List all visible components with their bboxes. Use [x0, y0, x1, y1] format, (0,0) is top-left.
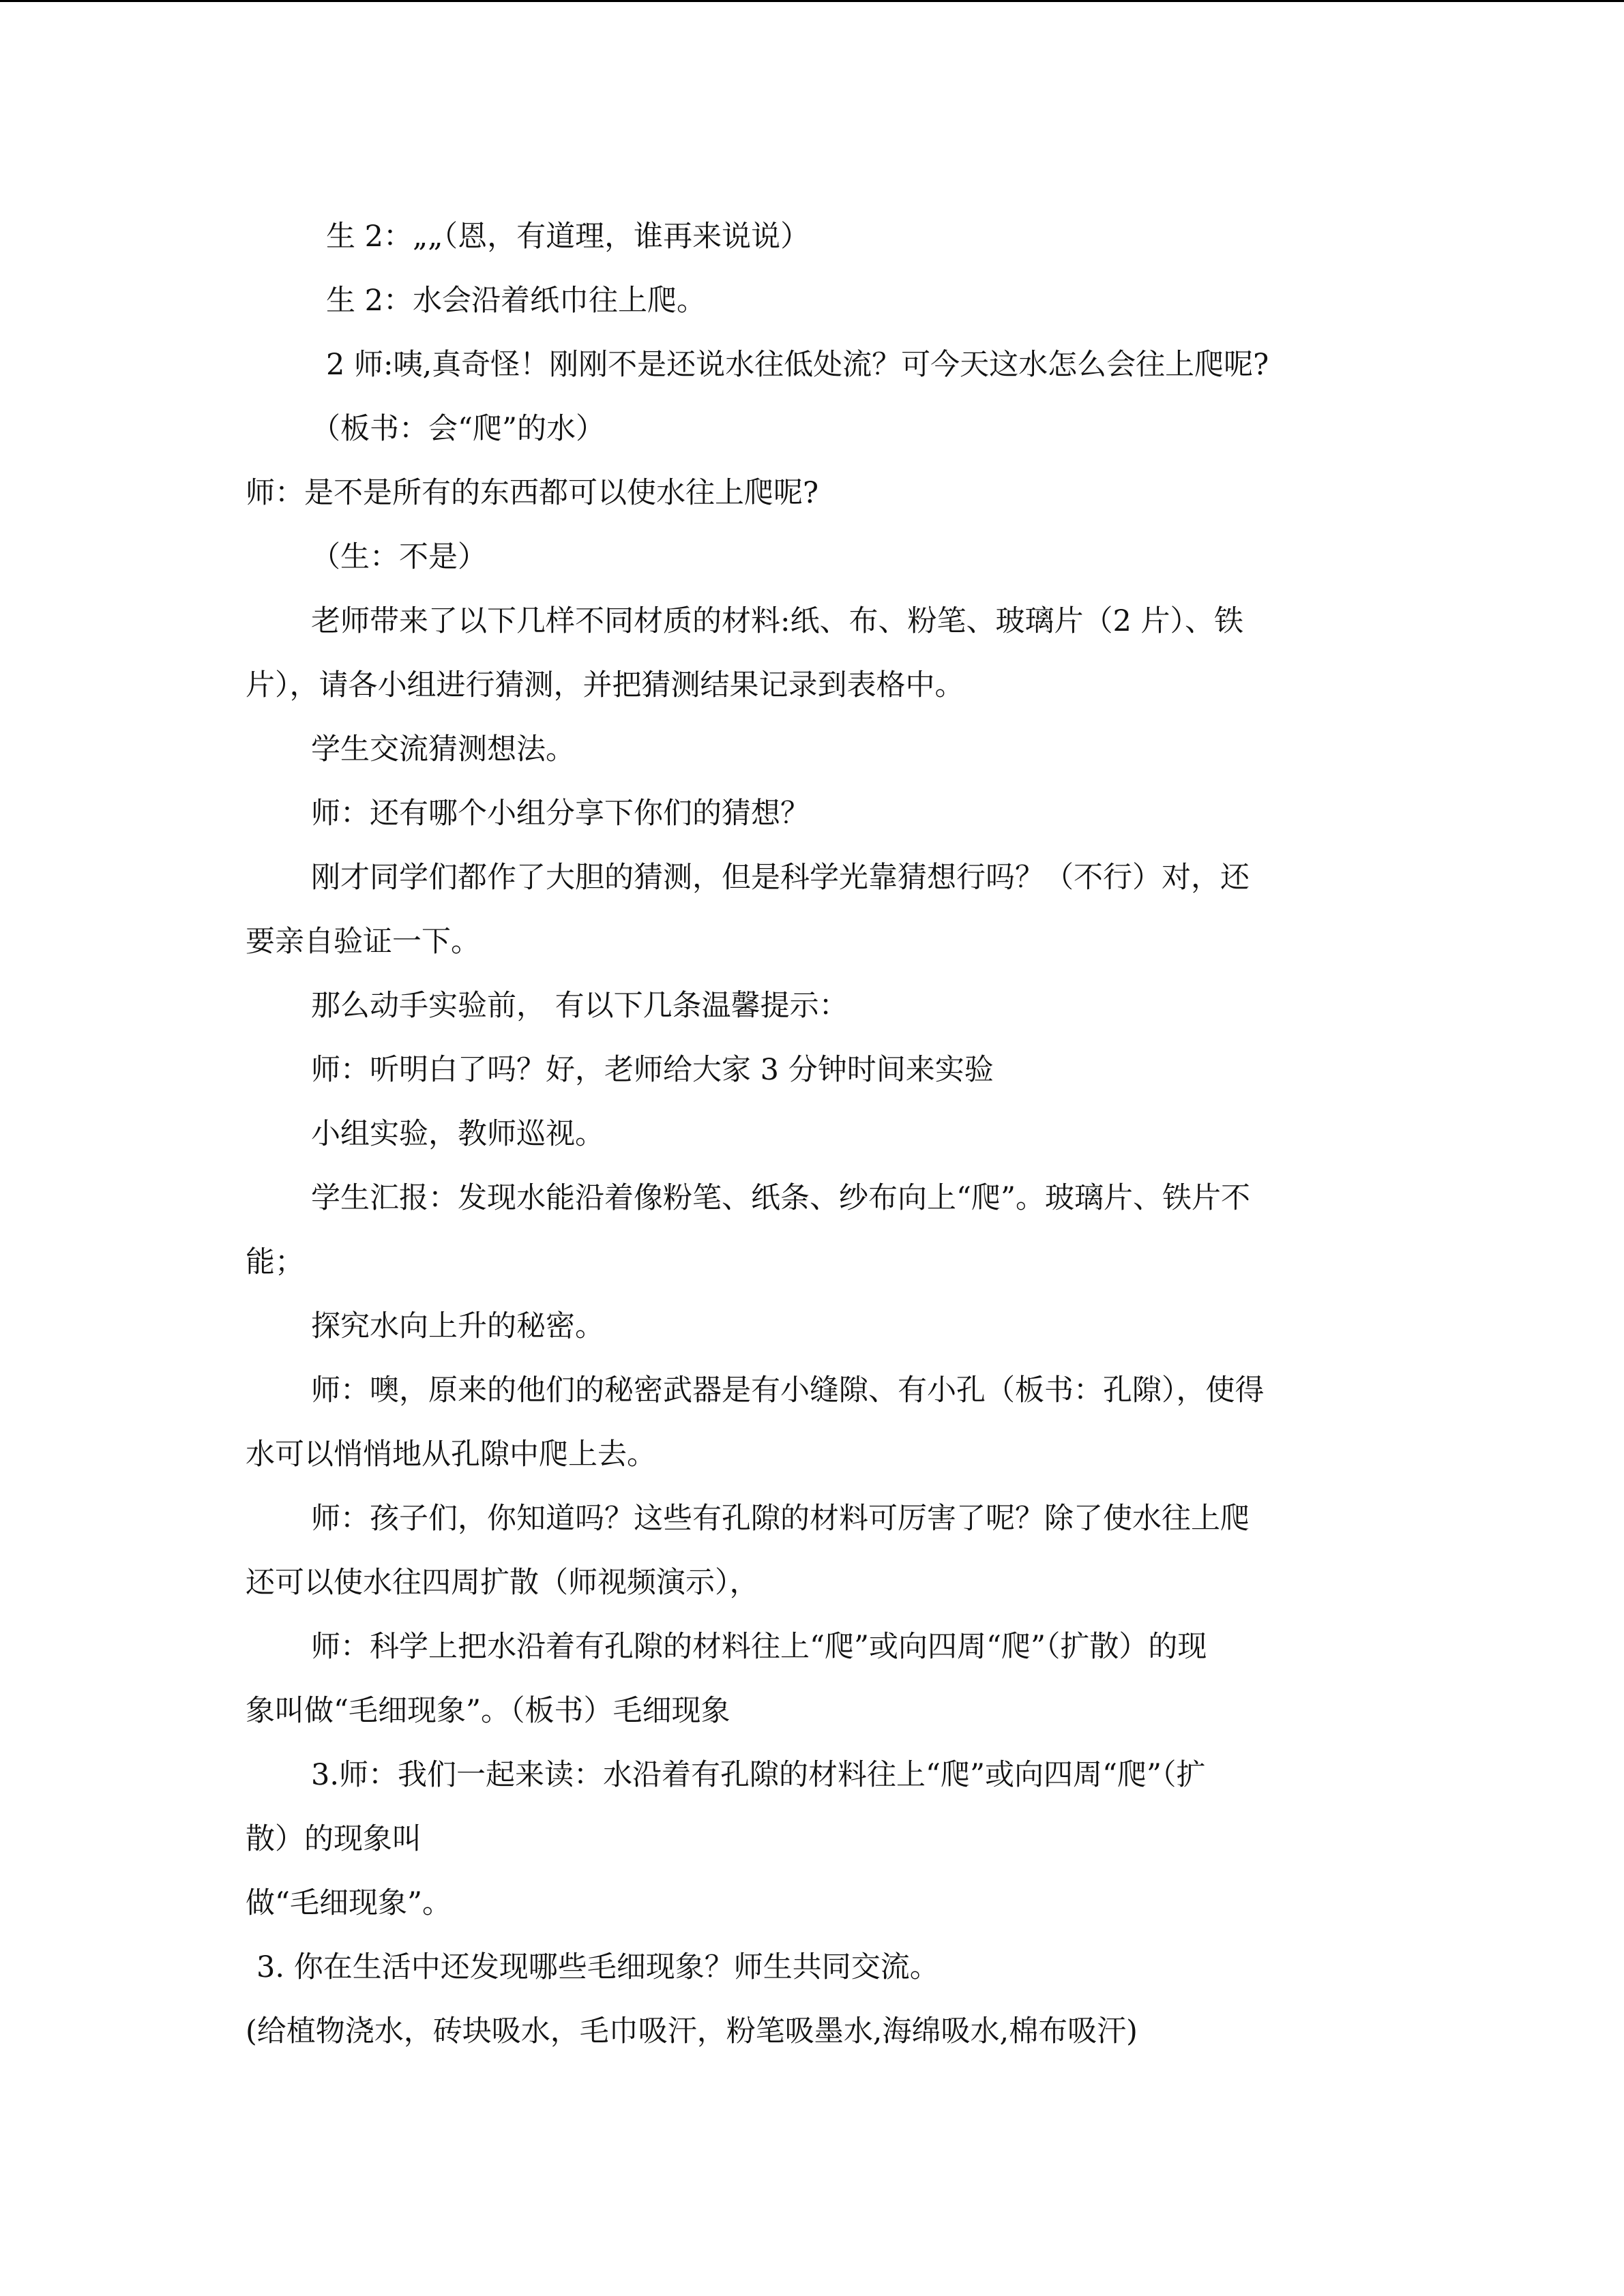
text-line: 探究水向上升的秘密。	[311, 1309, 604, 1343]
text-line: 3.师：我们一起来读：水沿着有孔隙的材料往上“爬”或向四周“爬”（扩	[311, 1758, 1206, 1792]
text-line: 师：孩子们，你知道吗？这些有孔隙的材料可厉害了呢？除了使水往上爬	[311, 1502, 1250, 1536]
text-line: 要亲自验证一下。	[246, 925, 480, 959]
text-line: 那么动手实验前， 有以下几条温馨提示：	[311, 989, 848, 1023]
text-line: 师：听明白了吗？好，老师给大家 3 分钟时间来实验	[311, 1053, 994, 1087]
text-line: 生 2：„„（恩，有道理，谁再来说说）	[326, 220, 810, 254]
text-line: 师：噢，原来的他们的秘密武器是有小缝隙、有小孔（板书：孔隙），使得	[311, 1373, 1265, 1407]
text-line: 片），请各小组进行猜测，并把猜测结果记录到表格中。	[246, 668, 964, 702]
text-line: 师：是不是所有的东西都可以使水往上爬呢?	[246, 476, 819, 510]
text-line: 刚才同学们都作了大胆的猜测，但是科学光靠猜想行吗？（不行）对，还	[311, 861, 1250, 895]
text-line: 水可以悄悄地从孔隙中爬上去。	[246, 1437, 656, 1472]
text-line: 学生汇报：发现水能沿着像粉笔、纸条、纱布向上“爬”。玻璃片、铁片不	[311, 1181, 1250, 1215]
text-line: 散）的现象叫	[246, 1822, 422, 1856]
text-line: 3. 你在生活中还发现哪些毛细现象？师生共同交流。	[256, 1950, 939, 1984]
text-line: 象叫做“毛细现象”。（板书）毛细现象	[246, 1694, 730, 1728]
text-line: （生：不是）	[311, 540, 487, 574]
text-line: 生 2：水会沿着纸巾往上爬。	[326, 284, 707, 318]
top-border	[0, 0, 1624, 2]
text-line: 还可以使水往四周扩散（师视频演示），	[246, 1566, 759, 1600]
text-line: 师：科学上把水沿着有孔隙的材料往上“爬”或向四周“爬”（扩散）的现	[311, 1630, 1207, 1664]
text-line: 小组实验，教师巡视。	[311, 1117, 604, 1151]
text-line: （板书：会“爬”的水）	[311, 412, 605, 446]
document-body	[246, 205, 1378, 2063]
text-line: 做“毛细现象”。	[246, 1886, 452, 1920]
text-line: 老师带来了以下几样不同材质的材料:纸、布、粉笔、玻璃片（2 片）、铁	[311, 604, 1244, 638]
text-line: 能；	[246, 1245, 304, 1279]
text-line: 师：还有哪个小组分享下你们的猜想？	[311, 796, 810, 831]
text-line: (给植物浇水，砖块吸水，毛巾吸汗，粉笔吸墨水,海绵吸水,棉布吸汗)	[246, 2014, 1138, 2048]
text-line: 2 师:咦,真奇怪！刚刚不是还说水往低处流？可今天这水怎么会往上爬呢?	[326, 348, 1269, 382]
text-line: 学生交流猜测想法。	[311, 732, 575, 766]
